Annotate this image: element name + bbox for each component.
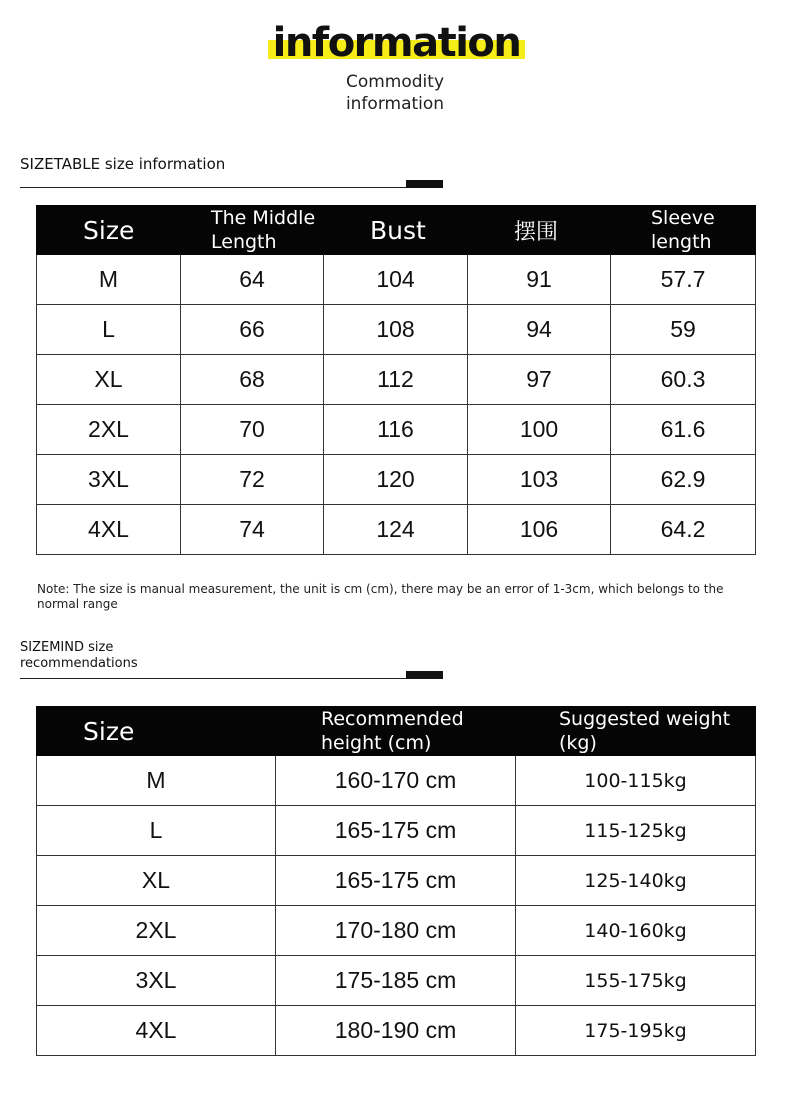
size-table-section-label: SIZETABLE size information — [20, 155, 226, 173]
subtitle-line-2: information — [345, 94, 445, 114]
table-row — [37, 956, 756, 1006]
cell-bust: 108 — [324, 305, 468, 355]
section-divider — [20, 678, 406, 679]
cell-bust: 104 — [324, 255, 468, 305]
cell-size: 4XL — [37, 1006, 276, 1056]
header-size: Size — [37, 707, 276, 756]
cell-bust: 120 — [324, 455, 468, 505]
cell-height: 170-180 cm — [276, 906, 516, 956]
cell-bust: 124 — [324, 505, 468, 555]
section-marker — [406, 180, 443, 188]
section-divider — [20, 187, 406, 188]
table-row — [37, 856, 756, 906]
cell-bust: 116 — [324, 405, 468, 455]
table-row — [37, 806, 756, 856]
cell-weight: 140-160kg — [516, 906, 756, 956]
cell-middle-length: 68 — [181, 355, 324, 405]
table-row — [37, 906, 756, 956]
cell-middle-length: 66 — [181, 305, 324, 355]
recommend-section-label: SIZEMIND size recommendations — [20, 640, 138, 671]
table-row — [37, 405, 756, 455]
table-row — [37, 355, 756, 405]
cell-sleeve-length: 62.9 — [611, 455, 756, 505]
cell-middle-length: 70 — [181, 405, 324, 455]
cell-weight: 125-140kg — [516, 856, 756, 906]
cell-size: 3XL — [37, 956, 276, 1006]
cell-weight: 100-115kg — [516, 756, 756, 806]
header-sleeve-length: Sleeve length — [611, 206, 756, 255]
header-suggested-weight: Suggested weight (kg) — [516, 707, 756, 756]
page-title: information — [272, 20, 521, 66]
cell-size: L — [37, 806, 276, 856]
table-row — [37, 305, 756, 355]
cell-sleeve-length: 59 — [611, 305, 756, 355]
page-subtitle — [330, 71, 460, 115]
header-middle-length: The Middle Length — [181, 206, 324, 255]
header-recommended-height: Recommended height (cm) — [276, 707, 516, 756]
cell-sleeve-length: 60.3 — [611, 355, 756, 405]
cell-height: 160-170 cm — [276, 756, 516, 806]
subtitle-line-1: Commodity — [345, 72, 445, 92]
recommend-table-header-row — [37, 707, 756, 756]
cell-height: 165-175 cm — [276, 806, 516, 856]
cell-size: 4XL — [37, 505, 181, 555]
cell-middle-length: 72 — [181, 455, 324, 505]
cell-sleeve-length: 57.7 — [611, 255, 756, 305]
cell-middle-length: 64 — [181, 255, 324, 305]
cell-middle-length: 74 — [181, 505, 324, 555]
cell-size: M — [37, 255, 181, 305]
cell-bust: 112 — [324, 355, 468, 405]
cell-hem: 100 — [468, 405, 611, 455]
table-row — [37, 455, 756, 505]
measurement-note: Note: The size is manual measurement, the unit is cm (cm), there may be an error of 1-3cm, which belongs to the normal range — [37, 582, 724, 611]
size-table-header-row — [37, 206, 756, 255]
cell-size: L — [37, 305, 181, 355]
cell-weight: 175-195kg — [516, 1006, 756, 1056]
cell-hem: 106 — [468, 505, 611, 555]
cell-size: M — [37, 756, 276, 806]
cell-size: XL — [37, 355, 181, 405]
cell-hem: 97 — [468, 355, 611, 405]
recommendation-table — [36, 706, 756, 1056]
header-size: Size — [37, 206, 181, 255]
cell-sleeve-length: 64.2 — [611, 505, 756, 555]
table-row — [37, 505, 756, 555]
cell-height: 180-190 cm — [276, 1006, 516, 1056]
cell-size: 2XL — [37, 906, 276, 956]
cell-sleeve-length: 61.6 — [611, 405, 756, 455]
header-bust: Bust — [324, 206, 468, 255]
table-row — [37, 255, 756, 305]
header-hem: 摆围 — [468, 206, 611, 255]
cell-size: XL — [37, 856, 276, 906]
cell-height: 175-185 cm — [276, 956, 516, 1006]
table-row — [37, 1006, 756, 1056]
cell-size: 2XL — [37, 405, 181, 455]
cell-size: 3XL — [37, 455, 181, 505]
cell-height: 165-175 cm — [276, 856, 516, 906]
cell-weight: 155-175kg — [516, 956, 756, 1006]
cell-hem: 94 — [468, 305, 611, 355]
table-row — [37, 756, 756, 806]
size-table — [36, 205, 756, 555]
section-marker — [406, 671, 443, 679]
cell-hem: 91 — [468, 255, 611, 305]
cell-hem: 103 — [468, 455, 611, 505]
cell-weight: 115-125kg — [516, 806, 756, 856]
